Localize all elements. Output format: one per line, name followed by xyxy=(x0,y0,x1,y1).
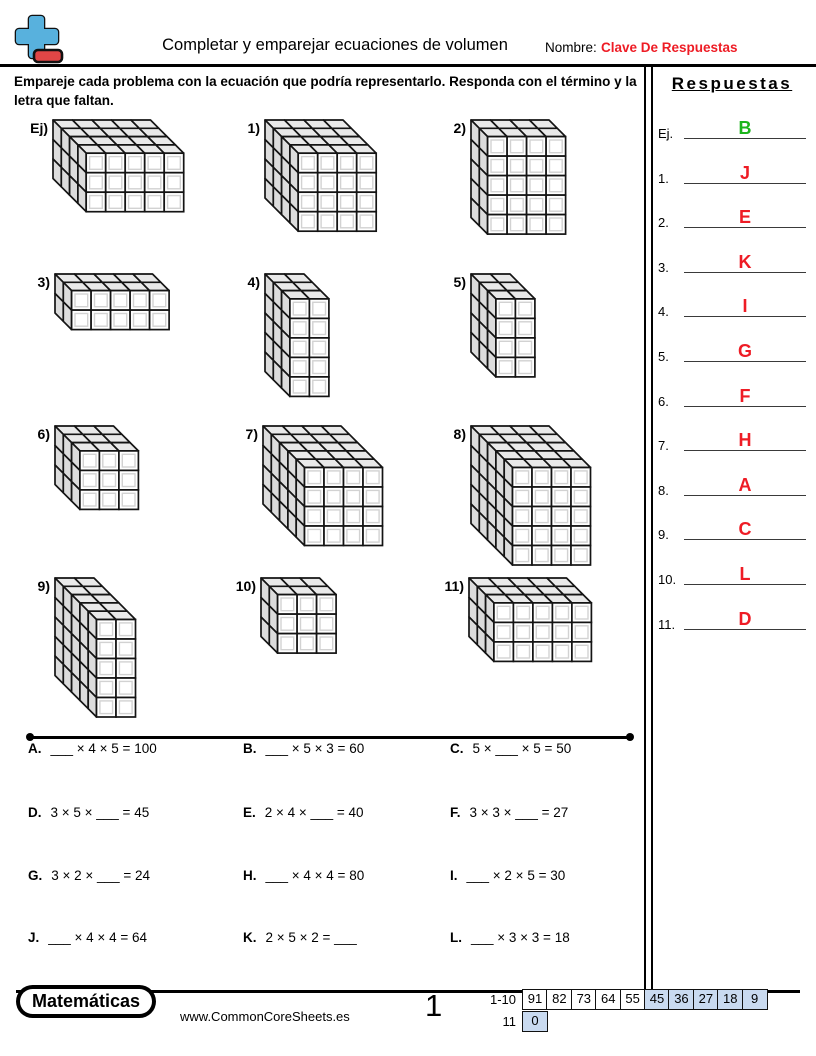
answer-line xyxy=(684,539,806,540)
answer-item-Ej xyxy=(652,109,812,139)
logo-text: Matemáticas xyxy=(20,989,152,1014)
answer-letter: H xyxy=(738,430,752,451)
equation-letter: F. xyxy=(450,805,461,820)
figure-label: 7) xyxy=(245,426,258,442)
cuboid-figure xyxy=(469,424,593,567)
figure-10 xyxy=(232,576,339,656)
figure-label: 3) xyxy=(37,274,50,290)
answer-line xyxy=(684,227,806,228)
score-row-label: 1-10 xyxy=(489,992,516,1007)
equation-text: 3 × 3 × ___ = 27 xyxy=(469,805,569,820)
equation-text: 2 × 4 × ___ = 40 xyxy=(264,805,364,820)
figure-3 xyxy=(26,272,172,332)
equation-letter: H. xyxy=(243,868,257,883)
answer-item-9 xyxy=(652,510,812,543)
equation-item xyxy=(243,868,364,883)
answer-line xyxy=(684,361,806,362)
score-cell: 45 xyxy=(644,989,670,1010)
figure-2 xyxy=(442,118,568,237)
equation-letter: I. xyxy=(450,868,458,883)
score-cell: 82 xyxy=(546,989,572,1010)
equation-letter: J. xyxy=(28,930,40,945)
answer-letter: F xyxy=(739,385,751,406)
figure-11 xyxy=(440,576,594,664)
score-cell: 91 xyxy=(522,989,548,1010)
figure-label: 8) xyxy=(453,426,466,442)
score-cell: 27 xyxy=(693,989,719,1010)
answer-letter: B xyxy=(738,118,752,138)
equation-letter: D. xyxy=(28,805,42,820)
answer-line xyxy=(684,629,806,630)
answer-item-6 xyxy=(652,377,812,407)
cuboid-figure xyxy=(53,272,172,332)
answer-number: 8. xyxy=(658,482,669,498)
equation-text: ___ × 4 × 4 = 80 xyxy=(265,868,365,883)
answer-number: 4. xyxy=(658,304,669,320)
cuboid-figure xyxy=(263,272,331,399)
equation-letter: B. xyxy=(243,741,257,756)
answer-letter: I xyxy=(742,296,748,317)
equation-item xyxy=(28,930,147,945)
figure-label: 2) xyxy=(453,120,466,136)
equation-letter: A. xyxy=(28,741,42,756)
figure-5 xyxy=(442,272,537,379)
cuboid-figure xyxy=(259,576,339,656)
equation-item xyxy=(450,741,571,756)
answer-letter: L xyxy=(739,564,751,584)
equations-divider xyxy=(28,736,632,739)
equation-letter: E. xyxy=(243,805,256,820)
figure-9 xyxy=(26,576,138,719)
answer-item-2 xyxy=(652,198,812,231)
equation-text: ___ × 3 × 3 = 18 xyxy=(471,930,570,945)
answer-item-4 xyxy=(652,287,812,320)
answer-line xyxy=(684,138,806,139)
cuboid-figure xyxy=(469,272,537,379)
answer-number: 5. xyxy=(658,349,669,364)
figure-label: 9) xyxy=(37,578,50,594)
answer-letter: A xyxy=(738,474,752,495)
equation-item xyxy=(28,868,150,883)
answer-item-3 xyxy=(652,243,812,273)
answer-item-11 xyxy=(652,600,812,630)
answer-line xyxy=(684,450,806,451)
equation-item xyxy=(450,930,570,945)
page-number: 1 xyxy=(425,988,443,1023)
equation-item xyxy=(243,741,364,756)
name-label: Nombre: xyxy=(545,40,597,55)
cuboid-figure xyxy=(469,118,568,237)
figure-label: 1) xyxy=(247,120,260,136)
answer-item-5 xyxy=(652,332,812,362)
answer-letter: D xyxy=(738,608,752,629)
answer-number: 9. xyxy=(658,527,669,543)
score-row-label: 11 xyxy=(502,1013,516,1029)
header-rule xyxy=(0,64,816,67)
answer-number: 1. xyxy=(658,170,669,186)
score-cell: 73 xyxy=(571,989,597,1010)
equation-text: ___ × 4 × 5 = 100 xyxy=(50,741,157,756)
cuboid-figure xyxy=(53,424,141,512)
score-row xyxy=(468,989,768,1010)
equation-item xyxy=(450,868,565,883)
equation-text: ___ × 5 × 3 = 60 xyxy=(265,741,365,756)
equation-text: ___ × 4 × 4 = 64 xyxy=(48,930,147,945)
site-url: www.CommonCoreSheets.es xyxy=(180,1009,350,1024)
answer-line xyxy=(684,316,806,317)
answer-letter: E xyxy=(738,207,751,228)
figure-7 xyxy=(234,424,385,548)
answer-number: 6. xyxy=(658,393,669,409)
answer-line xyxy=(684,495,806,496)
equation-letter: L. xyxy=(450,930,462,945)
answer-line xyxy=(684,406,806,407)
equation-item xyxy=(243,805,363,820)
figure-1 xyxy=(236,118,379,234)
figure-label: 4) xyxy=(247,274,260,290)
equation-letter: G. xyxy=(28,868,43,883)
score-cell: 0 xyxy=(522,1011,548,1032)
answer-number: 2. xyxy=(658,215,669,231)
figure-label: 11) xyxy=(444,578,464,594)
answer-item-1 xyxy=(652,154,812,184)
answer-letter: C xyxy=(738,519,752,540)
figure-8 xyxy=(442,424,593,567)
logo-capsule xyxy=(16,985,156,1018)
cuboid-figure xyxy=(261,424,385,548)
score-cell: 55 xyxy=(620,989,646,1010)
instructions-text: Empareje cada problema con la ecuación que podría representarlo. Responda con el término y la letra que faltan. xyxy=(14,74,637,109)
figure-4 xyxy=(236,272,331,399)
worksheet-title: Completar y emparejar ecuaciones de volumen xyxy=(162,36,508,54)
equation-letter: K. xyxy=(243,930,257,945)
score-cell: 18 xyxy=(717,989,743,1010)
score-row xyxy=(468,1011,548,1032)
cuboid-figure xyxy=(53,576,138,719)
equation-text: 2 × 5 × 2 = ___ xyxy=(265,930,357,945)
equation-text: ___ × 2 × 5 = 30 xyxy=(466,868,566,883)
cuboid-figure xyxy=(467,576,594,664)
cuboid-figure xyxy=(263,118,379,234)
equation-item xyxy=(243,930,357,945)
score-cell: 9 xyxy=(742,989,768,1010)
cuboid-figure xyxy=(51,118,186,214)
figure-6 xyxy=(26,424,141,512)
answer-number: 10. xyxy=(658,572,677,587)
figure-label: Ej) xyxy=(30,120,48,136)
score-cell: 36 xyxy=(668,989,694,1010)
name-value: Clave De Respuestas xyxy=(601,40,738,55)
answer-line xyxy=(684,584,806,585)
answer-number: 11. xyxy=(658,616,676,632)
answer-letter: K xyxy=(738,251,752,272)
answer-number: 7. xyxy=(658,438,669,454)
score-cell: 64 xyxy=(595,989,621,1010)
equation-text: 5 × ___ × 5 = 50 xyxy=(472,741,572,756)
answers-title: Respuestas xyxy=(671,74,793,93)
equation-text: 3 × 5 × ___ = 45 xyxy=(50,805,150,820)
figure-label: 10) xyxy=(235,578,256,594)
equation-item xyxy=(28,805,149,820)
figure-label: 5) xyxy=(453,274,466,290)
answer-letter: G xyxy=(737,341,752,361)
answer-letter: J xyxy=(739,162,750,183)
answer-number: 3. xyxy=(658,259,669,275)
answer-line xyxy=(684,183,806,184)
answer-item-7 xyxy=(652,421,812,454)
equation-text: 3 × 2 × ___ = 24 xyxy=(51,868,150,883)
answer-number: Ej. xyxy=(658,126,674,141)
equation-item xyxy=(450,805,568,820)
equation-letter: C. xyxy=(450,741,464,756)
answer-item-10 xyxy=(652,555,812,585)
answer-line xyxy=(684,272,806,273)
equation-item xyxy=(28,741,157,756)
divider-dot-left xyxy=(26,733,34,741)
figure-ej xyxy=(24,118,186,214)
divider-dot-right xyxy=(626,733,634,741)
figure-label: 6) xyxy=(37,426,50,442)
answer-item-8 xyxy=(652,466,812,496)
plus-icon xyxy=(13,13,65,65)
